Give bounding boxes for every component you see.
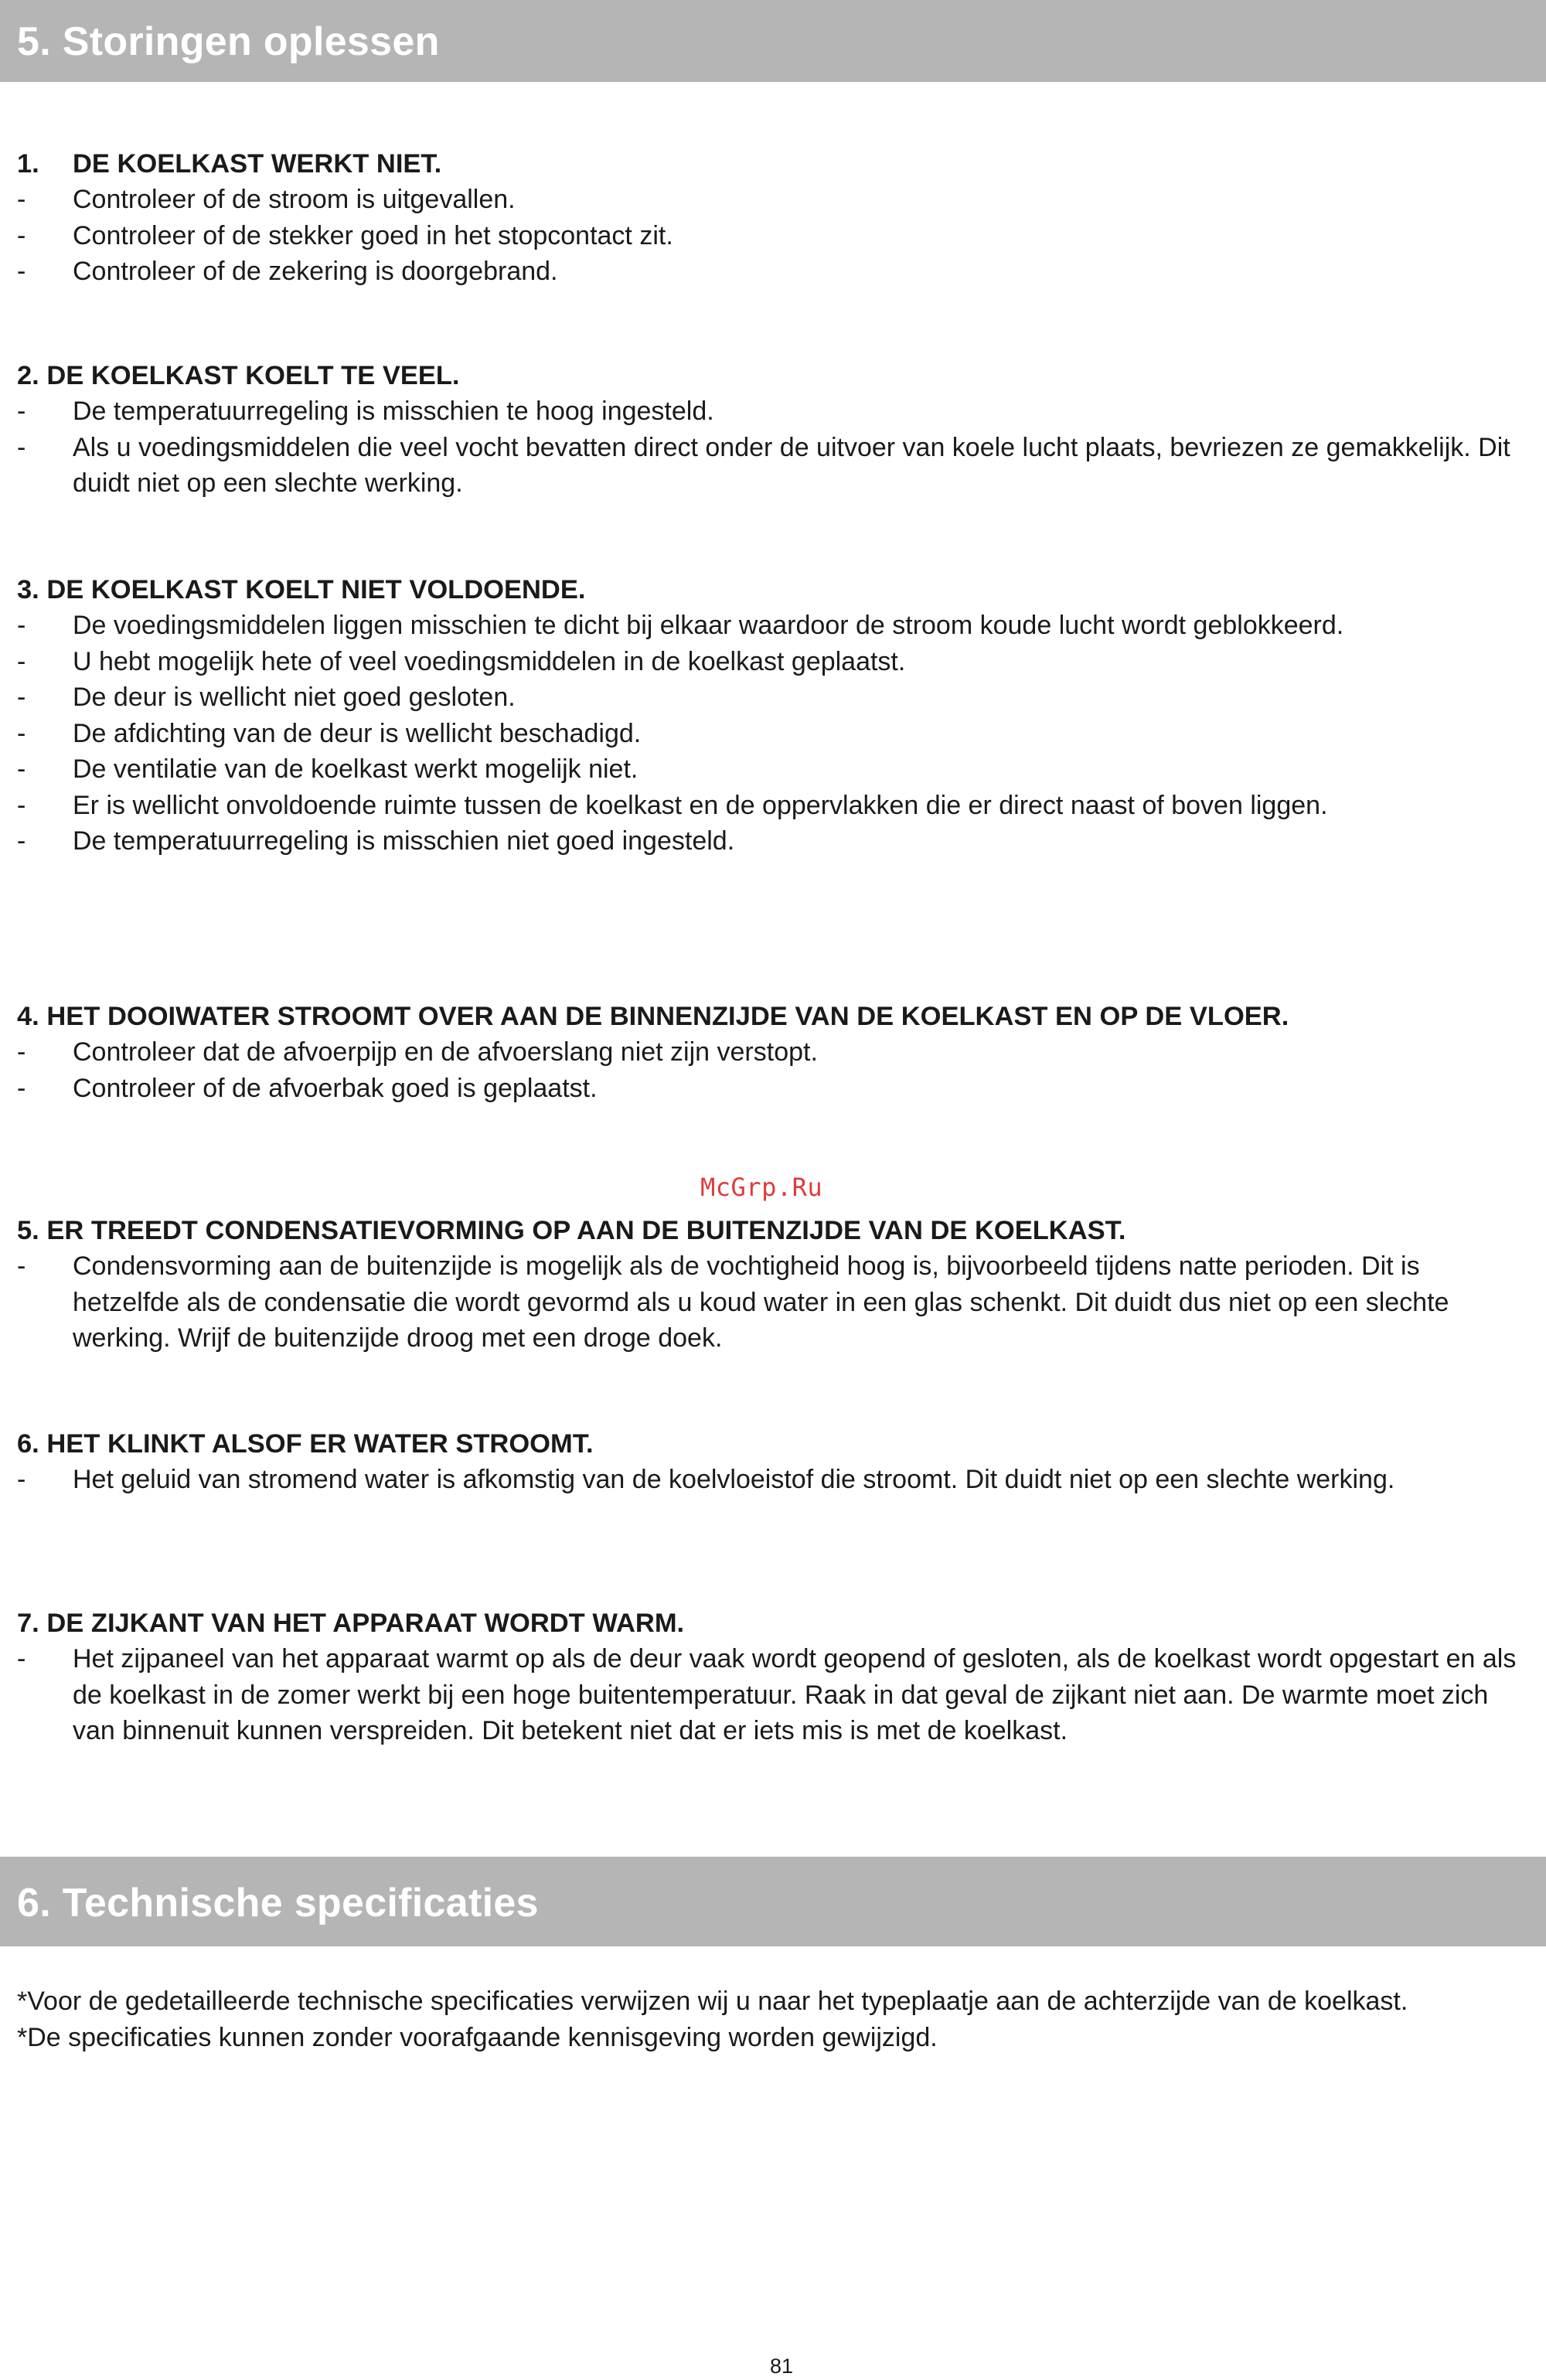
- list-item-text: Het geluid van stromend water is afkomstig van de koelvloeistof die stroomt. Dit duidt niet op een slechte werking.: [73, 1465, 1395, 1494]
- section-header-specifications: [0, 1857, 1546, 1946]
- list-item-text: Het zijpaneel van het apparaat warmt op als de deur vaak wordt geopend of gesloten, als de koelkast wordt opgestart en als de koelkast in de zomer werkt bij een hoge buitentemperatuur. Raak in dat geval de zijkant niet aan. De warmte moet zich van binnenuit kunnen verspreiden. Dit betekent niet dat er iets mis is met de koelkast.: [73, 1644, 1517, 1745]
- bullet-marker: -: [17, 185, 26, 214]
- item-heading: [17, 999, 1517, 1034]
- troubleshoot-item-4: [17, 999, 1517, 1106]
- list-item: [17, 218, 1517, 254]
- item-number: 1.: [17, 149, 39, 179]
- list-item-text: Controleer of de stekker goed in het stopcontact zit.: [73, 220, 673, 250]
- list-item: [17, 823, 1517, 860]
- bullet-marker: -: [17, 754, 26, 784]
- list-item: [17, 644, 1517, 680]
- list-item-text: Controleer of de zekering is doorgebrand.: [73, 257, 558, 286]
- list-item: [17, 1071, 1517, 1107]
- item-heading: [17, 1426, 1517, 1462]
- bullet-marker: -: [17, 683, 26, 712]
- list-item-text: Er is wellicht onvoldoende ruimte tussen de koelkast en de oppervlakken die er direct naast of boven liggen.: [73, 790, 1328, 820]
- list-item-text: De temperatuurregeling is misschien te hoog ingesteld.: [73, 397, 714, 426]
- list-item-text: De voedingsmiddelen liggen misschien te dicht bij elkaar waardoor de stroom koude lucht wordt geblokkeerd.: [73, 611, 1344, 640]
- troubleshoot-item-7: [17, 1605, 1517, 1749]
- list-item-text: U hebt mogelijk hete of veel voedingsmiddelen in de koelkast geplaatst.: [73, 646, 906, 676]
- item-number: 5.: [17, 1216, 39, 1245]
- list-item: [17, 430, 1517, 502]
- item-heading-text: DE KOELKAST WERKT NIET.: [73, 149, 442, 179]
- list-item: [17, 1641, 1517, 1749]
- list-item: [17, 788, 1517, 824]
- list-item: [17, 1462, 1517, 1498]
- bullet-list: [17, 1641, 1517, 1749]
- bullet-marker: -: [17, 1465, 26, 1494]
- troubleshoot-item-5: [17, 1213, 1517, 1357]
- list-item-text: Condensvorming aan de buitenzijde is mogelijk als de vochtigheid hoog is, bijvoorbeeld tijdens natte perioden. Dit is hetzelfde als de condensatie die wordt gevormd als u koud water in een glas schenkt. Dit duidt dus niet op een slechte werking. Wrijf de buitenzijde droog met een droge doek.: [73, 1251, 1449, 1353]
- item-heading-text: DE KOELKAST KOELT TE VEEL.: [46, 361, 460, 390]
- paragraph: *Voor de gedetailleerde technische specificaties verwijzen wij u naar het typeplaatje aan de achterzijde van de koelkast.: [17, 1987, 1408, 2016]
- item-heading: [17, 146, 1517, 182]
- bullet-list: [17, 1034, 1517, 1106]
- list-item: [17, 393, 1517, 430]
- bullet-marker: -: [17, 790, 26, 820]
- list-item: [17, 716, 1517, 752]
- list-item-text: Als u voedingsmiddelen die veel vocht bevatten direct onder de uitvoer van koele lucht plaats, bevriezen ze gemakkelijk. Dit duidt niet op een slechte werking.: [73, 432, 1510, 498]
- bullet-marker: -: [17, 718, 26, 748]
- bullet-marker: -: [17, 1037, 26, 1067]
- bullet-marker: -: [17, 257, 26, 286]
- list-item: [17, 1248, 1517, 1357]
- list-item: [17, 182, 1517, 218]
- list-item: [17, 608, 1517, 644]
- section-title: 6. Technische specificaties: [17, 1881, 539, 1925]
- bullet-marker: -: [17, 646, 26, 676]
- item-heading-text: DE ZIJKANT VAN HET APPARAAT WORDT WARM.: [46, 1609, 685, 1638]
- bullet-list: [17, 1462, 1517, 1498]
- item-number: 6.: [17, 1429, 39, 1459]
- bullet-marker: -: [17, 432, 26, 462]
- list-item-text: De deur is wellicht niet goed gesloten.: [73, 683, 516, 712]
- item-heading: [17, 1605, 1517, 1641]
- bullet-marker: -: [17, 1644, 26, 1673]
- list-item-text: Controleer of de afvoerbak goed is geplaatst.: [73, 1073, 598, 1103]
- bullet-marker: -: [17, 1073, 26, 1103]
- item-heading-text: HET KLINKT ALSOF ER WATER STROOMT.: [46, 1429, 594, 1459]
- watermark: McGrp.Ru: [700, 1173, 823, 1202]
- bullet-list: [17, 1248, 1517, 1357]
- troubleshoot-item-1: [17, 146, 1517, 290]
- item-number: 3.: [17, 575, 39, 604]
- troubleshoot-item-6: [17, 1426, 1517, 1498]
- item-number: 2.: [17, 361, 39, 390]
- bullet-list: [17, 608, 1517, 860]
- item-heading: [17, 572, 1517, 608]
- list-item-text: Controleer dat de afvoerpijp en de afvoerslang niet zijn verstopt.: [73, 1037, 818, 1067]
- specifications-body: [17, 1983, 1517, 2055]
- section-header-troubleshooting: [0, 0, 1546, 82]
- list-item: [17, 751, 1517, 788]
- list-item: [17, 254, 1517, 290]
- bullet-list: [17, 182, 1517, 290]
- item-heading-text: HET DOOIWATER STROOMT OVER AAN DE BINNENZIJDE VAN DE KOELKAST EN OP DE VLOER.: [46, 1002, 1289, 1031]
- list-item-text: De afdichting van de deur is wellicht beschadigd.: [73, 718, 642, 748]
- bullet-marker: -: [17, 611, 26, 640]
- troubleshoot-item-2: [17, 358, 1517, 502]
- bullet-marker: -: [17, 826, 26, 856]
- item-number: 7.: [17, 1609, 39, 1638]
- bullet-marker: -: [17, 397, 26, 426]
- item-number: 4.: [17, 1002, 39, 1031]
- section-title: 5. Storingen oplessen: [17, 19, 440, 64]
- troubleshoot-item-3: [17, 572, 1517, 860]
- item-heading: [17, 358, 1517, 393]
- list-item: [17, 1034, 1517, 1071]
- bullet-list: [17, 393, 1517, 502]
- paragraph: *De specificaties kunnen zonder voorafgaande kennisgeving worden gewijzigd.: [17, 2022, 938, 2052]
- bullet-marker: -: [17, 1251, 26, 1281]
- list-item-text: De temperatuurregeling is misschien niet goed ingesteld.: [73, 826, 735, 856]
- list-item-text: Controleer of de stroom is uitgevallen.: [73, 185, 516, 214]
- page-number: 81: [770, 2354, 794, 2378]
- bullet-marker: -: [17, 220, 26, 250]
- item-heading: [17, 1213, 1517, 1248]
- list-item-text: De ventilatie van de koelkast werkt mogelijk niet.: [73, 754, 638, 784]
- item-heading-text: DE KOELKAST KOELT NIET VOLDOENDE.: [46, 575, 586, 604]
- list-item: [17, 679, 1517, 716]
- item-heading-text: ER TREEDT CONDENSATIEVORMING OP AAN DE BUITENZIJDE VAN DE KOELKAST.: [46, 1216, 1126, 1245]
